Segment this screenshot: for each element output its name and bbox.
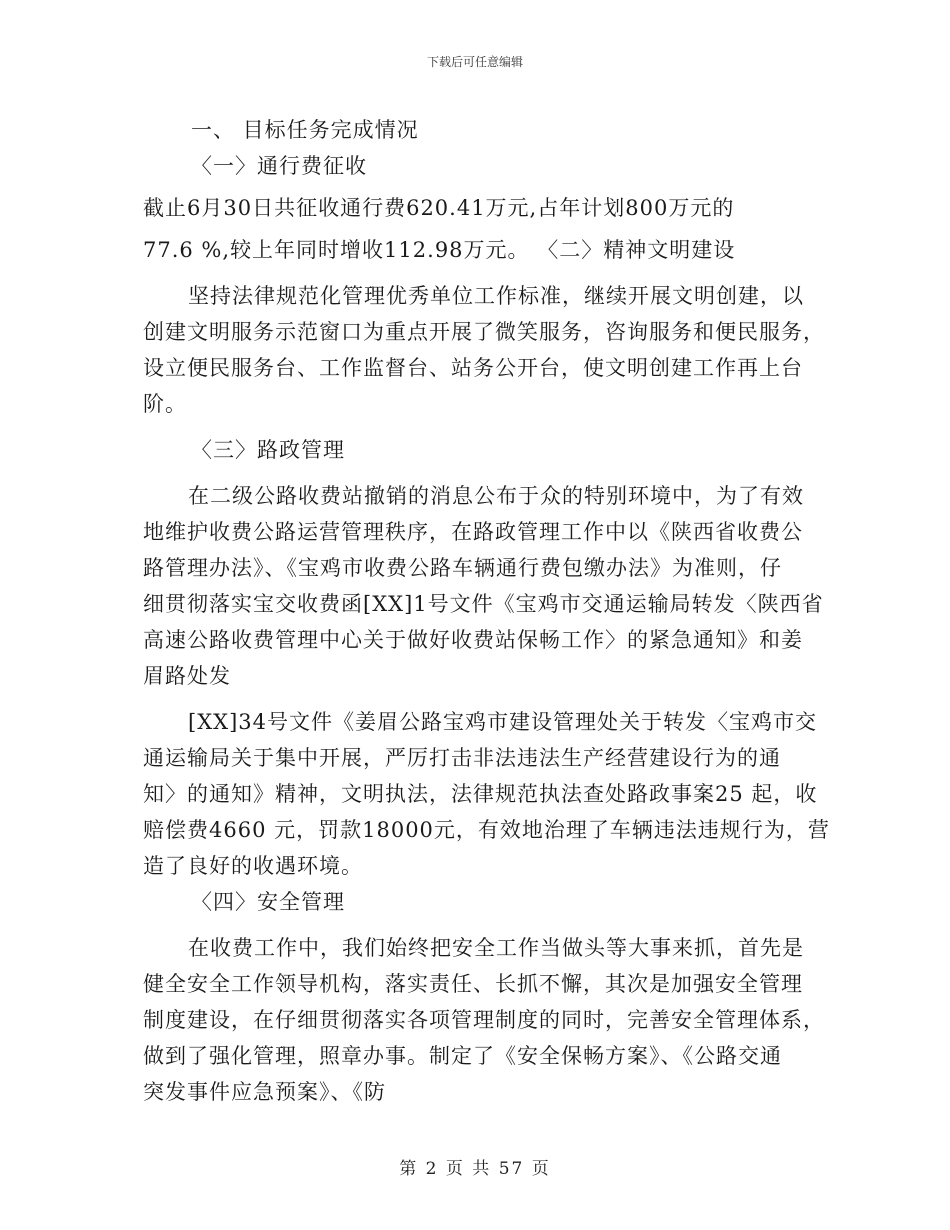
paragraph-line: 造了良好的收遇环境。 <box>143 854 363 878</box>
paragraph-line: 77.6 %,较上年同时增收112.98万元。 〈二〉精神文明建设 <box>143 238 736 262</box>
paragraph-line: 阶。 <box>143 392 187 416</box>
paragraph-line: 地维护收费公路运营管理秩序，在路政管理工作中以《陕西省收费公 <box>143 520 803 544</box>
paragraph-line: 在二级公路收费站撤销的消息公布于众的特别环境中，为了有效 <box>188 484 804 508</box>
paragraph-line: 赔偿费4660 元，罚款18000元，有效地治理了车辆违法违规行为，营 <box>143 818 830 842</box>
header-note: 下载后可任意编辑 <box>426 55 523 69</box>
section-title: 一、 目标任务完成情况 <box>191 118 419 142</box>
paragraph-line: 坚持法律规范化管理优秀单位工作标准，继续开展文明创建，以 <box>188 284 804 308</box>
subsection-title-safety: 〈四〉安全管理 <box>191 890 345 914</box>
paragraph-line: 创建文明服务示范窗口为重点开展了微笑服务，咨询服务和便民服务， <box>143 320 825 344</box>
paragraph-line: 健全安全工作领导机构，落实责任、长抓不懈，其次是加强安全管理 <box>143 972 803 996</box>
subsection-title-toll: 〈一〉通行费征收 <box>191 154 367 178</box>
paragraph-line: 制度建设，在仔细贯彻落实各项管理制度的同时，完善安全管理体系， <box>143 1008 825 1032</box>
subsection-title-road: 〈三〉路政管理 <box>191 438 345 462</box>
paragraph-line: 突发事件应急预案》、《防 <box>143 1080 386 1104</box>
document-body <box>143 112 830 1110</box>
paragraph-line: 眉路处发 <box>143 664 231 688</box>
paragraph-line: [XX]34号文件《姜眉公路宝鸡市建设管理处关于转发〈宝鸡市交 <box>188 710 818 734</box>
paragraph-line: 细贯彻落实宝交收费函[XX]1号文件《宝鸡市交通运输局转发〈陕西省 <box>143 592 824 616</box>
paragraph-line: 截止6月30日共征收通行费620.41万元,占年计划800万元的 <box>143 196 735 220</box>
paragraph-line: 在收费工作中，我们始终把安全工作当做头等大事来抓，首先是 <box>188 936 804 960</box>
page-number-footer: 第 2 页 共 57 页 <box>399 1159 551 1179</box>
paragraph-line: 高速公路收费管理中心关于做好收费站保畅工作〉的紧急通知》和姜 <box>143 628 803 652</box>
paragraph-line: 路管理办法》、《宝鸡市收费公路车辆通行费包缴办法》为准则，仔 <box>143 556 782 580</box>
paragraph-line: 设立便民服务台、工作监督台、站务公开台，使文明创建工作再上台 <box>143 356 803 380</box>
paragraph-line: 做到了强化管理，照章办事。制定了《安全保畅方案》、《公路交通 <box>143 1044 782 1068</box>
paragraph-line: 通运输局关于集中开展，严厉打击非法违法生产经营建设行为的通 <box>143 746 781 770</box>
paragraph-line: 知〉的通知》精神，文明执法，法律规范执法查处路政事案25 起，收 <box>143 782 818 806</box>
